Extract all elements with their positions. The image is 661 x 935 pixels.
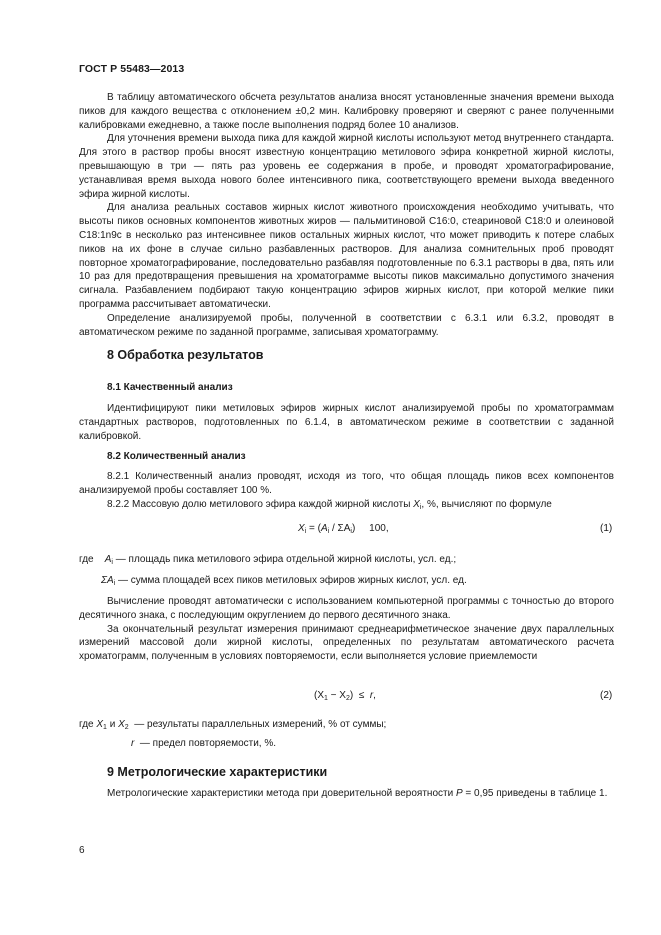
page-number: 6 bbox=[79, 845, 85, 856]
paragraph-metrological: Метрологические характеристики метода при доверительной вероятности P = 0,95 приведены в таблице 1. bbox=[107, 788, 608, 799]
formula-2: $(X_1 - X_2) \le r$, bbox=[314, 690, 376, 702]
section-9-text-block bbox=[79, 787, 614, 801]
section-9-title: 9 Метрологические характеристики bbox=[107, 765, 328, 779]
paragraph-8-2-2: 8.2.2 Массовую долю метилового эфира каждой жирной кислоты $X_i$, %, вычисляют по формуле bbox=[107, 498, 552, 511]
intro-text-block bbox=[79, 91, 614, 339]
legend-row-sum: $\Sigma A_i$ — сумма площадей всех пиков метиловых эфиров жирных кислот, усл. ед. bbox=[101, 575, 467, 587]
formula-1-number: (1) bbox=[600, 523, 613, 534]
formula-2-legend bbox=[79, 718, 386, 751]
paragraph-calibration-table: В таблицу автоматического обсчета результатов анализа вносят установленные значения времени выхода пиков для каждого вещества с отклонением ±0,2 мин. Калибровку проверяют и сверяют с ранее полученными калибровками ежедневно, а также после выполнения подряд более 10 анализов. bbox=[79, 92, 614, 131]
section-8-title: 8 Обработка результатов bbox=[107, 348, 264, 362]
formula-2-number: (2) bbox=[600, 690, 613, 701]
paragraph-real-samples: Для анализа реальных составов жирных кислот животного происхождения необходимо учитывать, что высоты пиков основных компонентов животных жиров — пальмитиновой С16:0, стеариновой С18:0 и олеиновой С18:1n9c в несколько раз интенсивнее пиков остальных жирных кислот, что может приводить к потере слабых пиков на их фоне в случае сильно разбавленных растворов. Для анализа сомнительных проб проводят повторное хроматографирование, последовательно разбавляя подготовленные по 6.3.1 растворы в два, пять или 10 раз для предотвращения превышения на хроматограмме высоты пиков максимально допустимого значения сигнала. Разбавлением подбирают такую концентрацию эфиров жирных кислот, при которой мелкие пики программа рассчитывает автоматически. bbox=[79, 202, 614, 310]
formula-1-legend bbox=[79, 553, 467, 591]
calculation-text-block bbox=[79, 595, 614, 664]
standard-header: ГОСТ Р 55483—2013 bbox=[79, 63, 185, 75]
legend-row-parallel: где $X_1$ и $X_2$ — результаты параллельных измерений, % от суммы; bbox=[79, 719, 387, 731]
paragraph-8-2-1: 8.2.1 Количественный анализ проводят, исходя из того, что общая площадь пиков всех компонентов анализируемой пробы составляет 100 %. bbox=[79, 471, 614, 496]
paragraph-automatic-calculation: Вычисление проводят автоматически с использованием компьютерной программы с точностью до второго десятичного знака, с последующим округлением до первого десятичного знака. bbox=[79, 596, 614, 621]
subsection-8-1-title: 8.1 Качественный анализ bbox=[107, 382, 233, 393]
subsection-8-2-text-block bbox=[79, 470, 614, 514]
legend-row-repeatability: r — предел повторяемости, %. bbox=[131, 738, 277, 749]
paragraph-qualitative-analysis: Идентифицируют пики метиловых эфиров жирных кислот анализируемой пробы по хроматограммам стандартных растворов, подготовленных по 6.1.4, в автоматическом режиме в соответствии с заданной калибровкой. bbox=[79, 403, 614, 442]
paragraph-sample-determination: Определение анализируемой пробы, полученной в соответствии с 6.3.1 или 6.3.2, проводят в автоматическом режиме по заданной программе, записывая хроматограмму. bbox=[79, 312, 614, 338]
legend-row-area: где $A_i$ — площадь пика метилового эфира отдельной жирной кислоты, усл. ед.; bbox=[79, 554, 457, 566]
paragraph-final-result: За окончательный результат измерения принимают среднеарифметическое значение двух параллельных измерений массовой доли жирной кислоты, определенных по результатам автоматического расчета хроматограмм, полученным в условиях повторяемости, если выполняется условие приемлемости bbox=[79, 623, 614, 663]
paragraph-internal-standard: Для уточнения времени выхода пика для каждой жирной кислоты используют метод внутреннего стандарта. Для этого в раствор пробы вносят известную концентрацию метилового эфира конкретной жирной кислоты, превышающую в три — пять раз уровень ее содержания в пробе, и проводят хроматографирование, устанавливая время выхода нового более интенсивного пика, соответствующего времени выхода введенного эфира жирной кислоты. bbox=[79, 133, 614, 200]
subsection-8-1-text-block bbox=[79, 402, 614, 443]
formula-1: $X_i = (A_i / \Sigma A_i)$ 100, bbox=[298, 523, 389, 535]
subsection-8-2-title: 8.2 Количественный анализ bbox=[107, 451, 246, 462]
